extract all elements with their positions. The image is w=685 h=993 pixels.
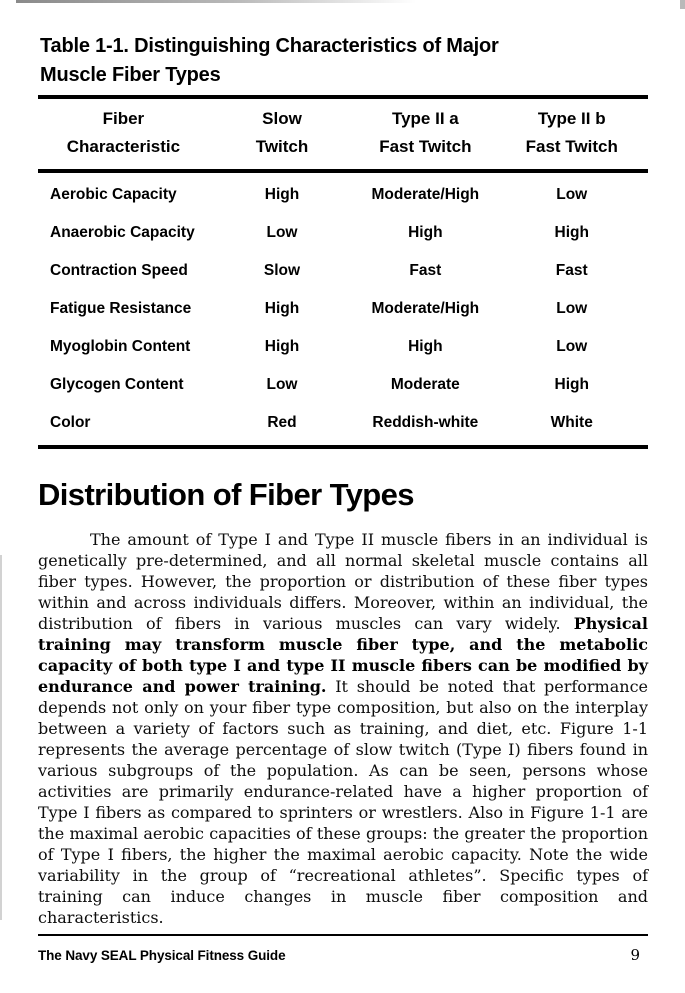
scan-artifact-left-edge	[0, 555, 2, 920]
table-row	[38, 214, 648, 252]
header-line: Characteristic	[66, 137, 181, 156]
row-label: Anaerobic Capacity	[50, 224, 195, 241]
cell-value: High	[264, 186, 300, 203]
paragraph-text-bold: Physical training may transform muscle fiber type, and the metabolic capacity of both type I and type II muscle fibers can be modified by endurance and power training.	[38, 614, 648, 696]
paragraph-text-lead: The amount of Type I and Type II muscle fibers in an individual is genetically pre-determined, and all normal skeletal muscle contains all fiber types. However, the proportion or distribution of these fiber types within and across individuals differs. Moreover, within an individual, the distribution of fibers in various muscles can vary widely.	[38, 530, 648, 633]
section-heading: Distribution of Fiber Types	[38, 477, 414, 512]
cell-value: Slow	[263, 262, 301, 279]
table-title	[40, 32, 648, 90]
table-title-line-2: Muscle Fiber Types	[40, 64, 221, 86]
cell-value: Low	[266, 224, 298, 241]
header-line: Slow	[262, 109, 302, 128]
header-line: Type II b	[537, 109, 606, 128]
table-title-line-1: Table 1-1. Distinguishing Characteristics of Major	[40, 35, 499, 57]
header-line: Fast Twitch	[379, 137, 472, 156]
column-header-slow-twitch	[209, 97, 355, 171]
body-paragraph	[38, 529, 648, 928]
table-header-row	[38, 97, 648, 171]
row-label: Color	[50, 414, 91, 431]
footer-book-title: The Navy SEAL Physical Fitness Guide	[38, 948, 286, 963]
table-row	[38, 366, 648, 404]
cell-value: Low	[556, 186, 588, 203]
page-footer	[38, 934, 648, 964]
header-line: Fiber	[102, 109, 145, 128]
cell-value: Reddish-white	[372, 414, 479, 431]
cell-value: Fast	[409, 262, 442, 279]
cell-value: Low	[266, 376, 298, 393]
table-row	[38, 290, 648, 328]
page-content	[38, 0, 648, 928]
cell-value: Moderate/High	[371, 186, 480, 203]
header-line: Type II a	[391, 109, 459, 128]
table-row	[38, 328, 648, 366]
column-header-type-2b	[495, 97, 648, 171]
cell-value: High	[554, 224, 589, 241]
table-row	[38, 171, 648, 214]
header-line: Fast Twitch	[525, 137, 618, 156]
scan-artifact-corner-mark	[680, 0, 685, 9]
cell-value: High	[408, 338, 443, 355]
table-row	[38, 404, 648, 447]
cell-value: Low	[556, 300, 588, 317]
cell-value: Fast	[555, 262, 588, 279]
row-label: Aerobic Capacity	[50, 186, 177, 203]
column-header-type-2a	[355, 97, 495, 171]
row-label: Contraction Speed	[50, 262, 188, 279]
cell-value: Moderate/High	[371, 300, 480, 317]
row-label: Glycogen Content	[50, 376, 184, 393]
fiber-characteristics-table	[38, 95, 648, 449]
column-header-fiber-characteristic	[38, 97, 209, 171]
row-label: Myoglobin Content	[50, 338, 191, 355]
cell-value: High	[408, 224, 443, 241]
cell-value: High	[264, 338, 300, 355]
row-label: Fatigue Resistance	[50, 300, 192, 317]
table-row	[38, 252, 648, 290]
cell-value: High	[264, 300, 300, 317]
page-number: 9	[630, 946, 640, 964]
cell-value: Moderate	[390, 376, 460, 393]
cell-value: Red	[267, 414, 297, 431]
header-line: Twitch	[255, 137, 309, 156]
cell-value: High	[554, 376, 589, 393]
cell-value: White	[550, 414, 593, 431]
paragraph-text-tail: It should be noted that performance depends not only on your fiber type composition, but also on the interplay between a variety of factors such as training, and diet, etc. Figure 1-1 represents the average percentage of slow twitch (Type I) fibers found in various subgroups of the population. As can be seen, persons whose activities are primarily endurance-related have a higher proportion of Type I fibers as compared to sprinters or wrestlers. Also in Figure 1-1 are the maximal aerobic capacities of these groups: the greater the proportion of Type I fibers, the higher the maximal aerobic capacity. Note the wide variability in the group of “recreational athletes”. Specific types of training can induce changes in muscle fiber composition and characteristics.	[38, 677, 648, 927]
cell-value: Low	[556, 338, 588, 355]
